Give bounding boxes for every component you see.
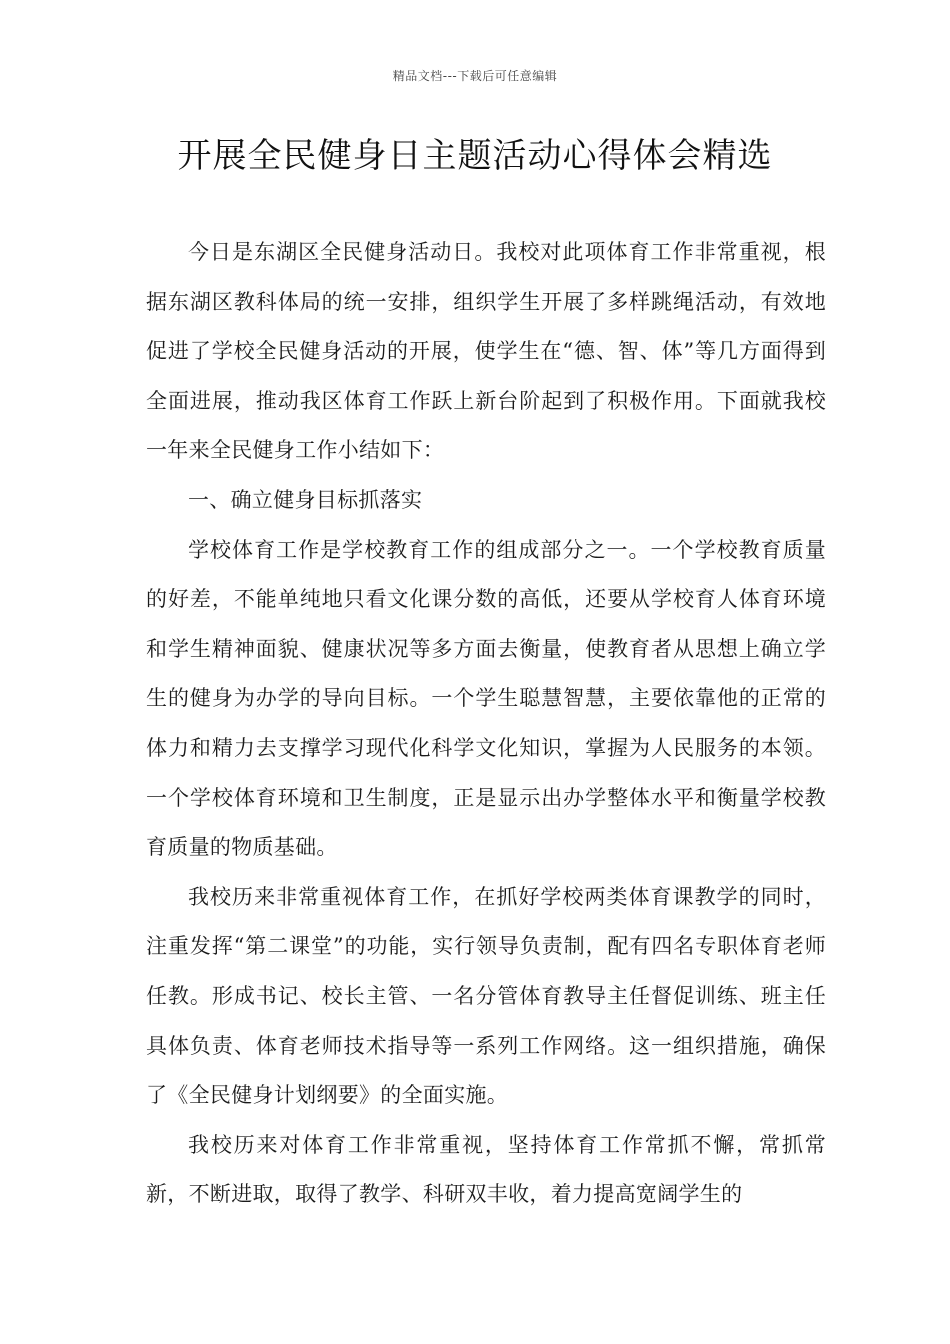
header-note: 精品文档---下载后可任意编辑 <box>392 69 558 83</box>
paragraph-organization: 我校历来非常重视体育工作，在抓好学校两类体育课教学的同时，注重发挥“第二课堂”的功能，实行领导负责制，配有四名专职体育老师任教。形成书记、校长主管、一名分管体育教导主任督促训练、班主任具体负责、体育老师技术指导等一系列工作网络。这一组织措施，确保了《全民健身计划纲要》的全面实施。 <box>146 884 826 1108</box>
document-title: 开展全民健身日主题活动心得体会精选 <box>177 136 773 176</box>
paragraph-continuous-work: 我校历来对体育工作非常重视，坚持体育工作常抓不懈，常抓常新，不断进取，取得了教学、科研双丰收，着力提高宽阔学生的 <box>146 1132 826 1207</box>
paragraph-school-pe: 学校体育工作是学校教育工作的组成部分之一。一个学校教育质量的好差，不能单纯地只看文化课分数的高低，还要从学校育人体育环境和学生精神面貌、健康状况等多方面去衡量，使教育者从思想上确立学生的健身为办学的导向目标。一个学生聪慧智慧，主要依靠他的正常的体力和精力去支撑学习现代化科学文化知识，掌握为人民服务的本领。一个学校体育环境和卫生制度，正是显示出办学整体水平和衡量学校教育质量的物质基础。 <box>146 537 826 860</box>
document-body <box>146 228 826 1220</box>
section-heading-1: 一、确立健身目标抓落实 <box>188 487 423 512</box>
paragraph-intro: 今日是东湖区全民健身活动日。我校对此项体育工作非常重视，根据东湖区教科体局的统一安排，组织学生开展了多样跳绳活动，有效地促进了学校全民健身活动的开展，使学生在“德、智、体”等几方面得到全面进展，推动我区体育工作跃上新台阶起到了积极作用。下面就我校一年来全民健身工作小结如下： <box>146 240 826 463</box>
